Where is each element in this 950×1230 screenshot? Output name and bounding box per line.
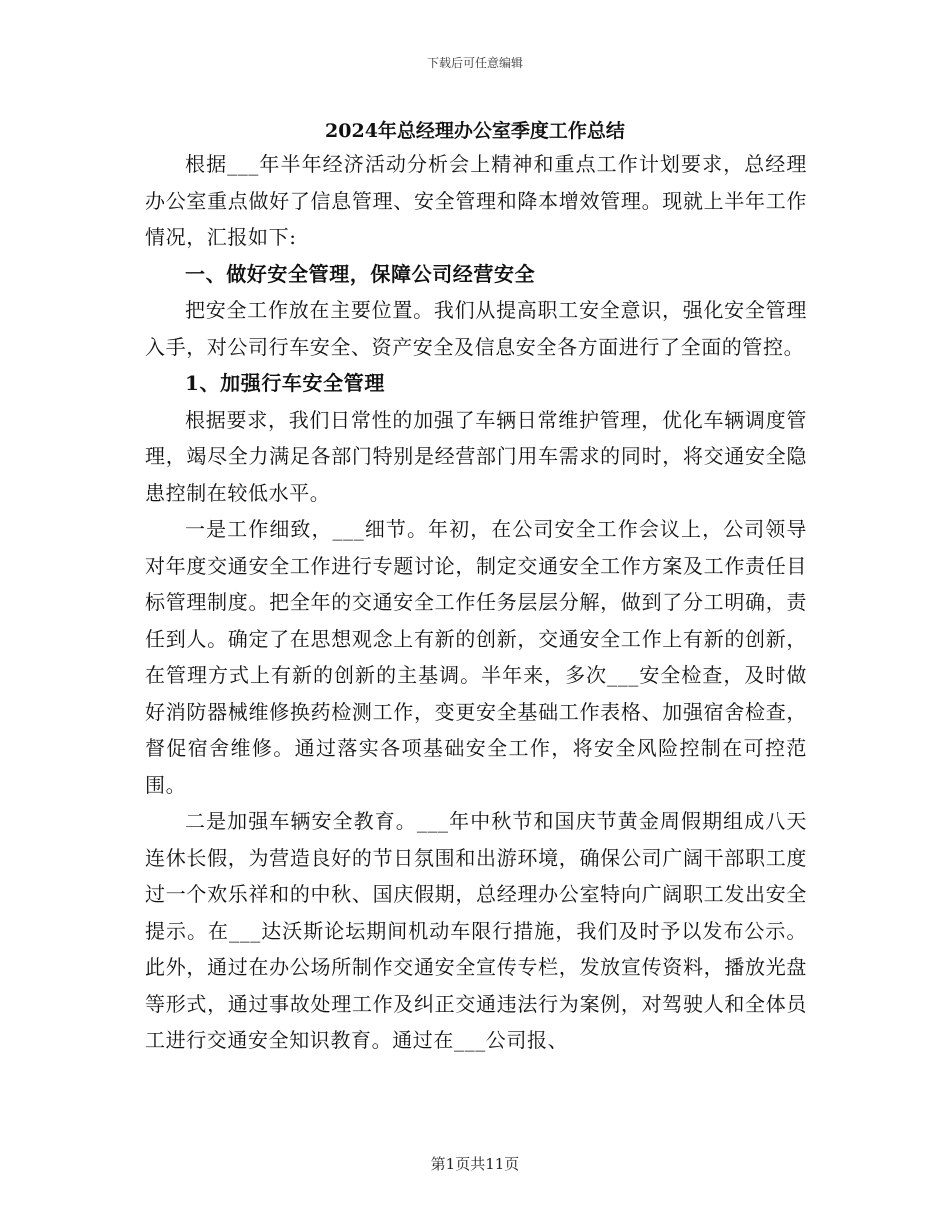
header-note: 下载后可任意编辑 [426,56,523,70]
paragraph-vehicle-management: 根据要求，我们日常性的加强了车辆日常维护管理，优化车辆调度管理，竭尽全力满足各部门特别是经营部门用车需求的同时，将交通安全隐患控制在较低水平。 [145,407,807,505]
document-title: 2024年总经理办公室季度工作总结 [325,120,625,142]
page-number: 第1页共11页 [430,1155,520,1173]
paragraph-safety-overview: 把安全工作放在主要位置。我们从提高职工安全意识，强化安全管理入手，对公司行车安全、资产安全及信息安全各方面进行了全面的管控。 [145,298,807,359]
section-heading-1: 一、做好安全管理，保障公司经营安全 [185,261,536,286]
paragraph-intro: 根据___年半年经济活动分析会上精神和重点工作计划要求，总经理办公室重点做好了信息管理、安全管理和降本增效管理。现就上半年工作情况，汇报如下: [145,152,807,249]
subsection-heading-1: 1、加强行车安全管理 [185,371,385,395]
paragraph-point-two: 二是加强车辆安全教育。___年中秋节和国庆节黄金周假期组成八天连休长假，为营造良好的节日氛围和出游环境，确保公司广阔干部职工度过一个欢乐祥和的中秋、国庆假期，总经理办公室特向广阔职工发出安全提示。在___达沃斯论坛期间机动车限行措施，我们及时予以发布公示。此外，通过在办公场所制作交通安全宣传专栏，发放宣传资料，播放光盘等形式，通过事故处理工作及纠正交通违法行为案例，对驾驶人和全体员工进行交通安全知识教育。通过在___公司报、 [145,809,807,1052]
paragraph-point-one: 一是工作细致，___细节。年初，在公司安全工作会议上，公司领导对年度交通安全工作进行专题讨论，制定交通安全工作方案及工作责任目标管理制度。把全年的交通安全工作任务层层分解，做到了分工明确，责任到人。确定了在思想观念上有新的创新，交通安全工作上有新的创新，在管理方式上有新的创新的主基调。半年来，多次___安全检查，及时做好消防器械维修换药检测工作，变更安全基础工作表格、加强宿舍检查，督促宿舍维修。通过落实各项基础安全工作，将安全风险控制在可控范围。 [145,517,807,797]
document-body [145,146,807,1059]
